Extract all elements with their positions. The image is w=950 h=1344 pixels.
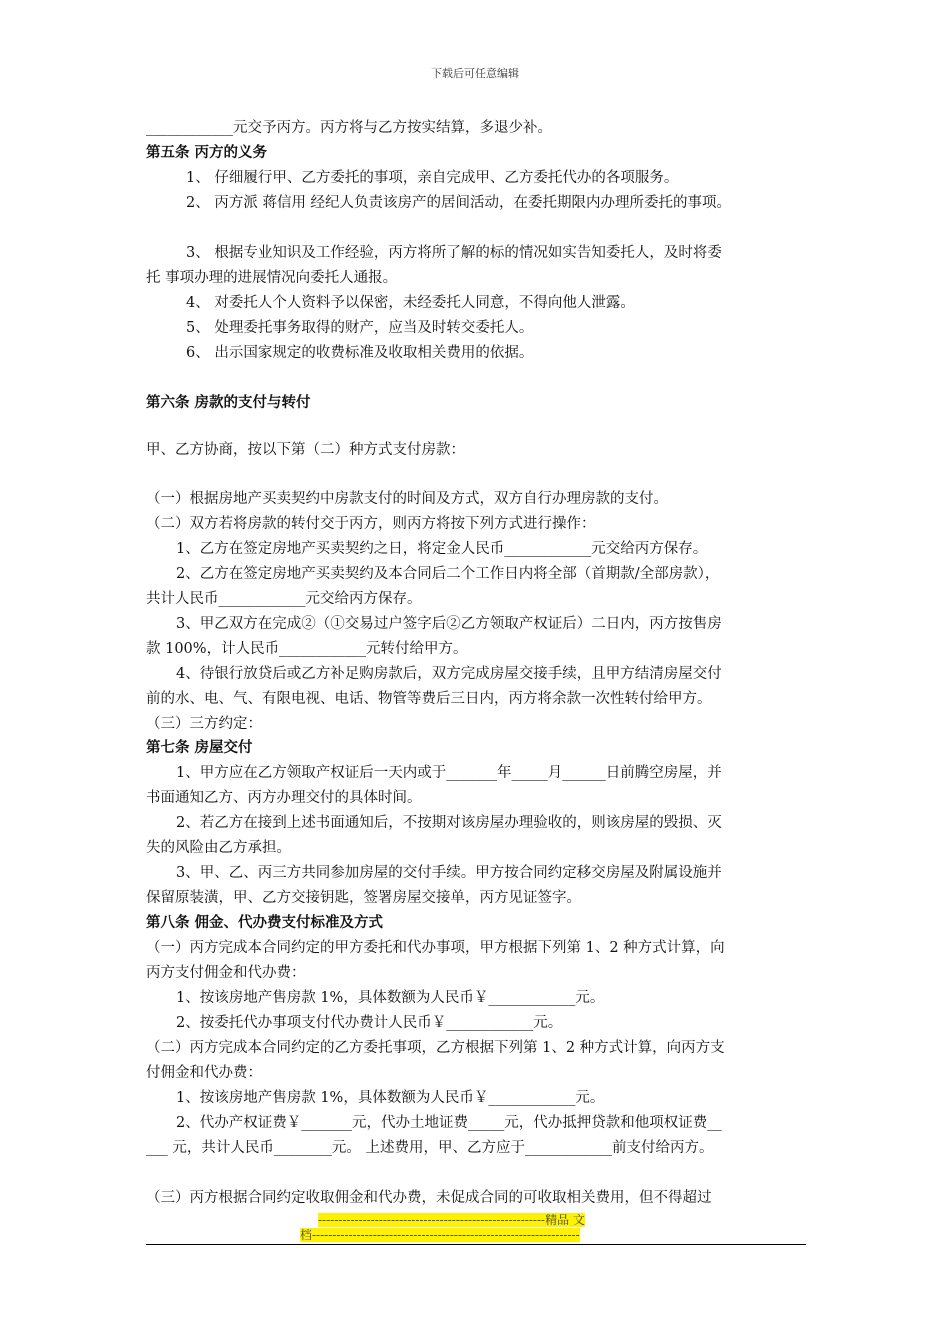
text-line: ____________元交予丙方。丙方将与乙方按实结算，多退少补。 [146,120,552,136]
page-header: 下载后可任意编辑 [431,67,519,80]
text-line: 共计人民币____________元交给丙方保存。 [146,591,422,607]
text-line: （二）双方若将房款的转付交于丙方，则丙方将按下列方式进行操作： [146,516,596,532]
text-line: 2、乙方在签定房地产买卖契约及本合同后二个工作日内将全部（首期款/全部房款）， [176,566,720,582]
text-line: 4、待银行放贷后或乙方补足购房款后，双方完成房屋交接手续，且甲方结清房屋交付 [176,666,722,682]
text-line: 2、 丙方派 蒋信用 经纪人负责该房产的居间活动，在委托期限内办理所委托的事项。 [186,195,732,211]
text-line: 1、按该房地产售房款 1%，具体数额为人民币￥____________元。 [176,990,605,1006]
text-line: （三）丙方根据合同约定收取佣金和代办费，未促成合同的可收取相关费用，但不得超过 [146,1190,712,1206]
text-line: 丙方支付佣金和代办费： [146,965,306,981]
text-line: 3、甲、乙、丙三方共同参加房屋的交付手续。甲方按合同约定移交房屋及附属设施并 [176,865,722,881]
footer-rule [146,1244,806,1245]
text-line: 6、 出示国家规定的收费标准及收取相关费用的依据。 [186,345,534,361]
text-line: 款 100%，计人民币____________元转付给甲方。 [146,641,468,657]
section-7-heading: 第七条 房屋交付 [146,739,253,756]
footer-watermark-line-1: --------------------------------------------------------精品 文 [318,1213,585,1227]
text-line: 保留原装潢，甲、乙方交接钥匙，签署房屋交接单，丙方见证签字。 [146,890,581,906]
text-line: 3、甲乙双方在完成②（①交易过户签字后②乙方领取产权证后）二日内，丙方按售房 [176,616,722,632]
text-line: （一）丙方完成本合同约定的甲方委托和代办事项，甲方根据下列第 1、2 种方式计算，向 [146,940,725,956]
section-8-heading: 第八条 佣金、代办费支付标准及方式 [146,914,384,931]
text-line: 2、代办产权证费￥_______元，代办土地证费_____元，代办抵押贷款和他项权证费__ [176,1115,722,1131]
text-line: 1、乙方在签定房地产买卖契约之日，将定金人民币____________元交给丙方保存。 [176,541,708,557]
text-line: 2、按委托代办事项支付代办费计人民币￥____________元。 [176,1015,563,1031]
section-5-heading: 第五条 丙方的义务 [146,144,268,161]
text-line: （二）丙方完成本合同约定的乙方委托事项，乙方根据下列第 1、2 种方式计算，向丙方支 [146,1040,725,1056]
text-line: 5、 处理委托事务取得的财产，应当及时转交委托人。 [186,320,534,336]
text-line: 1、甲方应在乙方领取产权证后一天内或于_______年_____月______日前腾空房屋，并 [176,765,722,781]
footer-watermark-line-2: 档------------------------------------------------------------------ [300,1228,580,1242]
text-line: （一）根据房地产买卖契约中房款支付的时间及方式，双方自行办理房款的支付。 [146,491,668,507]
text-line: 付佣金和代办费： [146,1065,262,1081]
section-6-heading: 第六条 房款的支付与转付 [146,394,311,411]
text-line: 书面通知乙方、丙方办理交付的具体时间。 [146,790,422,806]
text-line: 3、 根据专业知识及工作经验，丙方将所了解的标的情况如实告知委托人，及时将委 [186,245,722,261]
text-line: 4、 对委托人个人资料予以保密，未经委托人同意，不得向他人泄露。 [186,295,635,311]
text-line: （三）三方约定： [146,716,262,732]
text-line: 失的风险由乙方承担。 [146,840,291,856]
text-line: 1、按该房地产售房款 1%，具体数额为人民币￥____________元。 [176,1090,605,1106]
text-line: 2、若乙方在接到上述书面通知后，不按期对该房屋办理验收的，则该房屋的毁损、灭 [176,815,722,831]
text-line: 托 事项办理的进展情况向委托人通报。 [146,270,398,286]
text-line: 甲、乙方协商，按以下第（二）种方式支付房款： [146,442,465,458]
text-line: 前的水、电、气、有限电视、电话、物管等费后三日内，丙方将余款一次性转付给甲方。 [146,691,712,707]
text-line: ___ 元，共计人民币________元。 上述费用，甲、乙方应于____________前支付给丙方。 [146,1140,714,1156]
text-line: 1、 仔细履行甲、乙方委托的事项，亲自完成甲、乙方委托代办的各项服务。 [186,170,679,186]
